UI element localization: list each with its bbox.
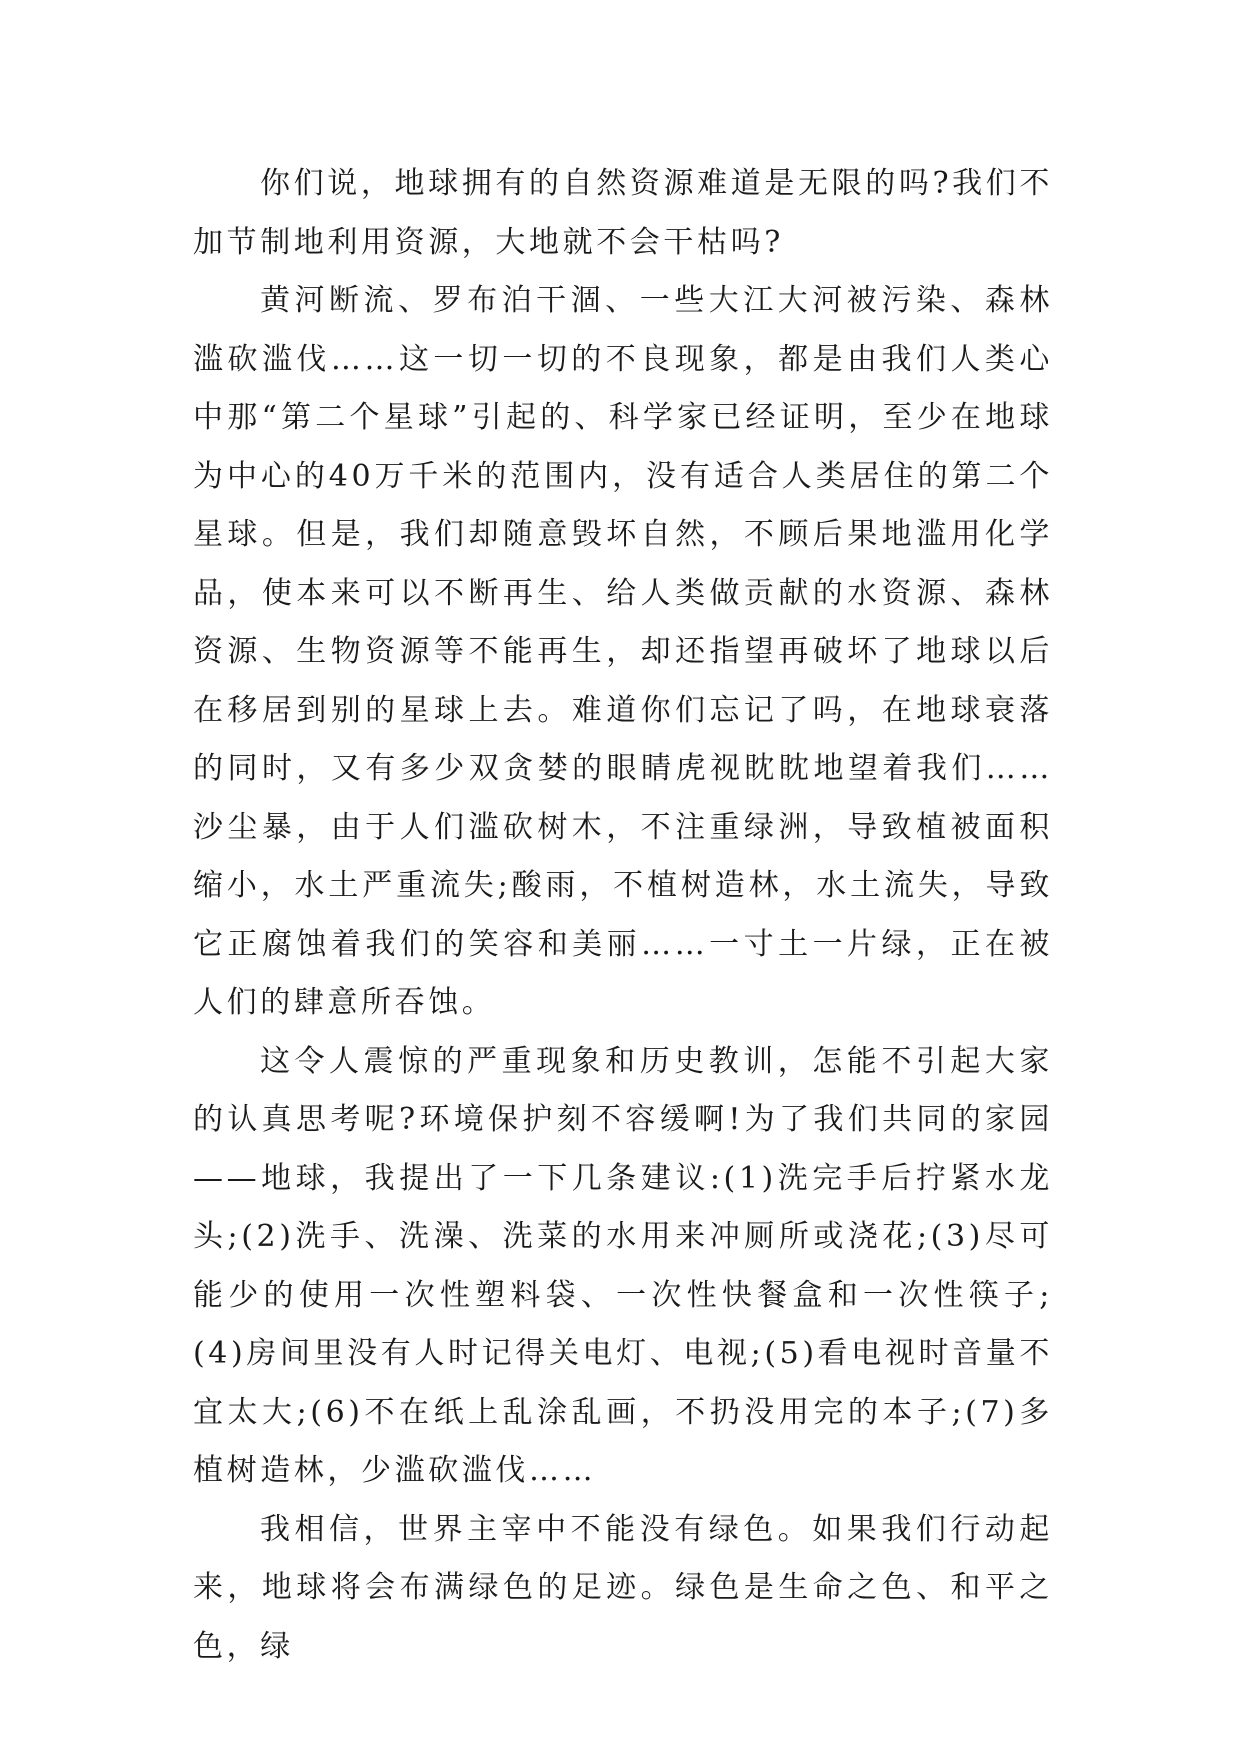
paragraph-3: 这令人震惊的严重现象和历史教训，怎能不引起大家的认真思考呢?环境保护刻不容缓啊!为了我们共同的家园——地球，我提出了一下几条建议:(1)洗完手后拧紧水龙头;(2)洗手、洗澡、洗菜的水用来冲厕所或浇花;(3)尽可能少的使用一次性塑料袋、一次性快餐盒和一次性筷子;(4)房间里没有人时记得关电灯、电视;(5)看电视时音量不宜太大;(6)不在纸上乱涂乱画，不扔没用完的本子;(7)多植树造林，少滥砍滥伐…… — [193, 1043, 1053, 1488]
paragraph-1: 你们说，地球拥有的自然资源难道是无限的吗?我们不加节制地利用资源，大地就不会干枯吗? — [193, 166, 1053, 260]
document-body — [193, 155, 1053, 1676]
paragraph-2: 黄河断流、罗布泊干涸、一些大江大河被污染、森林滥砍滥伐……这一切一切的不良现象，都是由我们人类心中那“第二个星球”引起的、科学家已经证明，至少在地球为中心的40万千米的范围内，没有适合人类居住的第二个星球。但是，我们却随意毁坏自然，不顾后果地滥用化学品，使本来可以不断再生、给人类做贡献的水资源、森林资源、生物资源等不能再生，却还指望再破坏了地球以后在移居到别的星球上去。难道你们忘记了吗，在地球衰落的同时，又有多少双贪婪的眼睛虎视眈眈地望着我们……沙尘暴，由于人们滥砍树木，不注重绿洲，导致植被面积缩小，水土严重流失;酸雨，不植树造林，水土流失，导致它正腐蚀着我们的笑容和美丽……一寸土一片绿，正在被人们的肆意所吞蚀。 — [193, 283, 1053, 1020]
paragraph-4: 我相信，世界主宰中不能没有绿色。如果我们行动起来，地球将会布满绿色的足迹。绿色是生命之色、和平之色，绿 — [193, 1511, 1053, 1664]
